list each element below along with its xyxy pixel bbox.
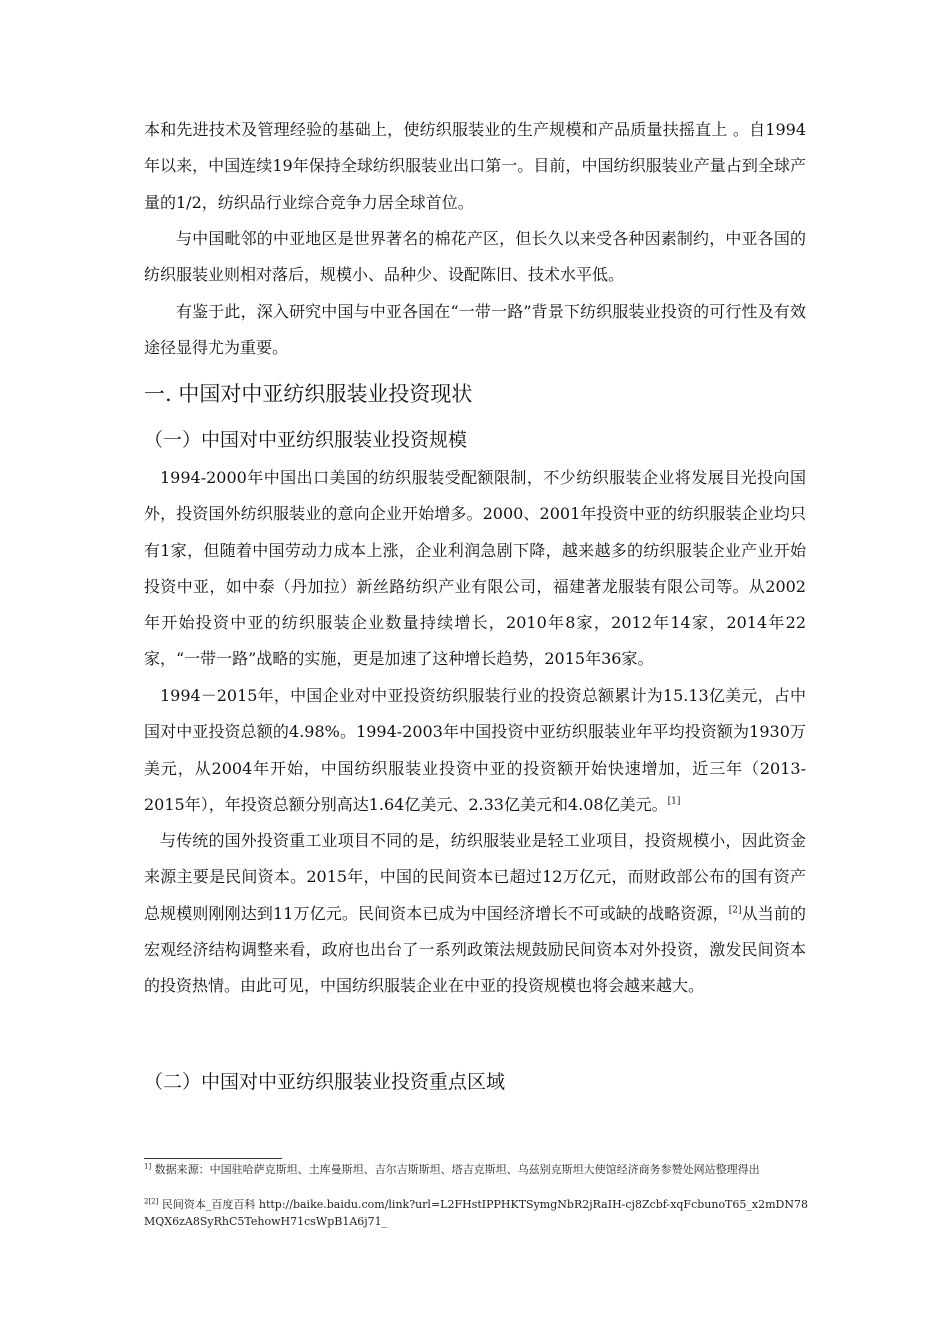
footnote-divider xyxy=(144,1158,282,1159)
citation-1[interactable]: [1] xyxy=(667,796,681,807)
paragraph-central-asia: 与中国毗邻的中亚地区是世界著名的棉花产区，但长久以来受各种因素制约，中亚各国的纺织服装业则相对落后，规模小、品种少、设配陈旧、技术水平低。 xyxy=(144,229,806,285)
footnote-1-mark: 1] xyxy=(144,1162,152,1171)
paragraph-conclusion: 有鉴于此，深入研究中国与中亚各国在“一带一路”背景下纺织服装业投资的可行性及有效途径显得尤为重要。 xyxy=(144,302,806,358)
paragraph-private-capital-text-b: 从当前的宏观经济结构调整来看，政府也出台了一系列政策法规鼓励民间资本对外投资，激发民间资本的投资热情。由此可见，中国纺织服装企业在中亚的投资规模也将会越来越大。 xyxy=(144,903,806,996)
paragraph-private-capital-text-a: 与传统的国外投资重工业项目不同的是，纺织服装业是轻工业项目，投资规模小，因此资金来源主要是民间资本。2015年，中国的民间资本已超过12万亿元，而财政部公布的国有资产总规模则刚刚达到11万亿元。民间资本已成为中国经济增长不可或缺的战略资源， xyxy=(144,831,806,923)
footnote-2-mark: 2[2] xyxy=(144,1197,159,1206)
paragraph-intro-continued: 本和先进技术及管理经验的基础上，使纺织服装业的生产规模和产品质量扶摇直上 。自1994年以来，中国连续19年保持全球纺织服装业出口第一。目前，中国纺织服装业产量占到全球产量的1/2，纺织品行业综合竞争力居全球首位。 xyxy=(144,120,806,212)
subsection-heading-scale: （一）中国对中亚纺织服装业投资规模 xyxy=(144,429,468,451)
footnote-2-text: 民间资本_百度百科 http://baike.baidu.com/link?url=L2FHstIPPHKTSymgNbR2jRaIH-cj8Zcbf-xqFcbunoT65_x2mDN78MQX6zA8SyRhC5TehowH71csWpB1A6j71_ xyxy=(144,1198,808,1228)
footnote-1 xyxy=(144,1161,809,1178)
paragraph-investment-history: 1994-2000年中国出口美国的纺织服装受配额限制，不少纺织服装企业将发展目光投向国外，投资国外纺织服装业的意向企业开始增多。2000、2001年投资中亚的纺织服装企业均只有1家，但随着中国劳动力成本上涨，企业利润急剧下降，越来越多的纺织服装企业产业开始投资中亚，如中泰（丹加拉）新丝路纺织产业有限公司，福建著龙服装有限公司等。从2002年开始投资中亚的纺织服装企业数量持续增长，2010年8家，2012年14家，2014年22家，“一带一路”战略的实施，更是加速了这种增长趋势，2015年36家。 xyxy=(144,468,806,669)
footnote-1-text: 数据来源：中国驻哈萨克斯坦、土库曼斯坦、吉尔吉斯斯坦、塔吉克斯坦、乌兹别克斯坦大使馆经济商务参赞处网站整理得出 xyxy=(151,1163,760,1176)
paragraph-investment-totals xyxy=(144,678,806,823)
paragraph-investment-totals-text: 1994－2015年，中国企业对中亚投资纺织服装行业的投资总额累计为15.13亿美元，占中国对中亚投资总额的4.98%。1994-2003年中国投资中亚纺织服装业年平均投资额为1930万美元，从2004年开始，中国纺织服装业投资中亚的投资额开始快速增加，近三年（2013-2015年），年投资总额分别高达1.64亿美元、2.33亿美元和4.08亿美元。 xyxy=(144,686,806,814)
section-heading-1: 一. 中国对中亚纺织服装业投资现状 xyxy=(144,382,473,406)
citation-2[interactable]: [2] xyxy=(728,905,742,916)
footnote-2 xyxy=(144,1196,809,1230)
subsection-heading-regions: （二）中国对中亚纺织服装业投资重点区域 xyxy=(144,1071,506,1093)
paragraph-private-capital xyxy=(144,823,806,1004)
